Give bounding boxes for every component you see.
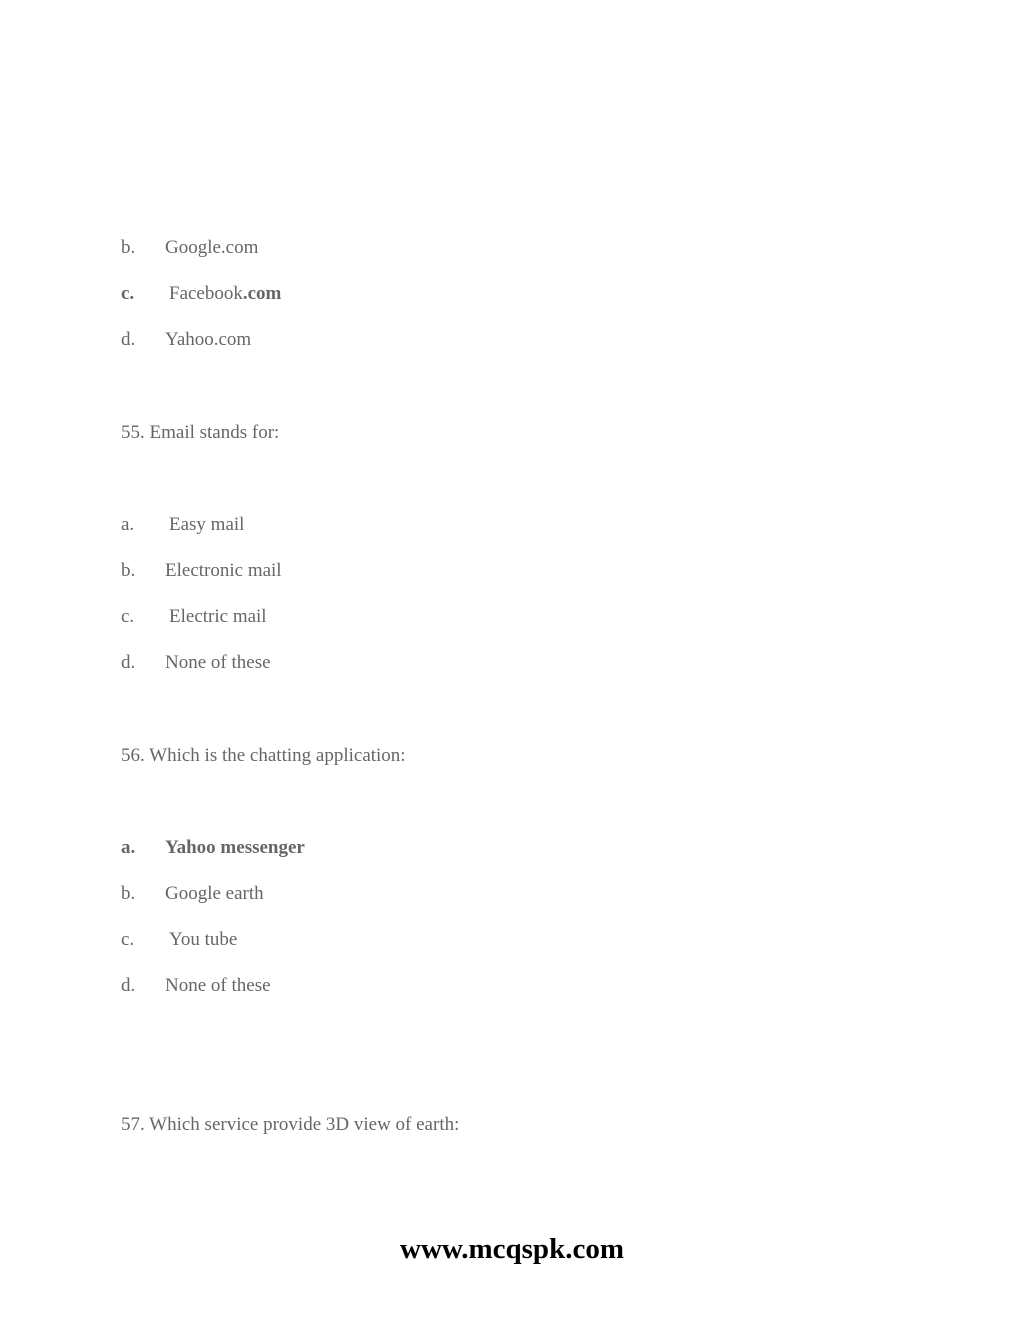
option-letter: d. [121,329,136,350]
option-text: Google earth [165,883,264,904]
option-letter: b. [121,883,136,904]
footer-site-url: www.mcqspk.com [400,1233,624,1265]
option-letter: b. [121,560,136,581]
option-letter: c. [121,606,135,627]
option-text-main: Facebook [169,283,243,304]
option-letter: d. [121,975,136,996]
option-letter: d. [121,652,136,673]
option-letter: b. [121,237,136,258]
option-letter: a. [121,837,136,858]
option-text [169,282,281,306]
option-text: You tube [169,929,238,950]
option-text: Yahoo.com [165,329,252,350]
option-text: None of these [165,652,271,673]
option-text: Easy mail [169,514,245,535]
option-text: Electronic mail [165,560,282,581]
option-letter: c. [121,283,135,304]
option-letter: c. [121,929,135,950]
option-text: Electric mail [169,606,267,627]
option-text-suffix: .com [242,283,282,304]
option-text: Google.com [165,237,259,258]
question-55: 55. Email stands for: [121,422,280,443]
question-57: 57. Which service provide 3D view of earth: [121,1114,460,1135]
option-text: None of these [165,975,271,996]
option-text: Yahoo messenger [165,837,305,858]
question-56: 56. Which is the chatting application: [121,745,406,766]
option-letter: a. [121,514,135,535]
